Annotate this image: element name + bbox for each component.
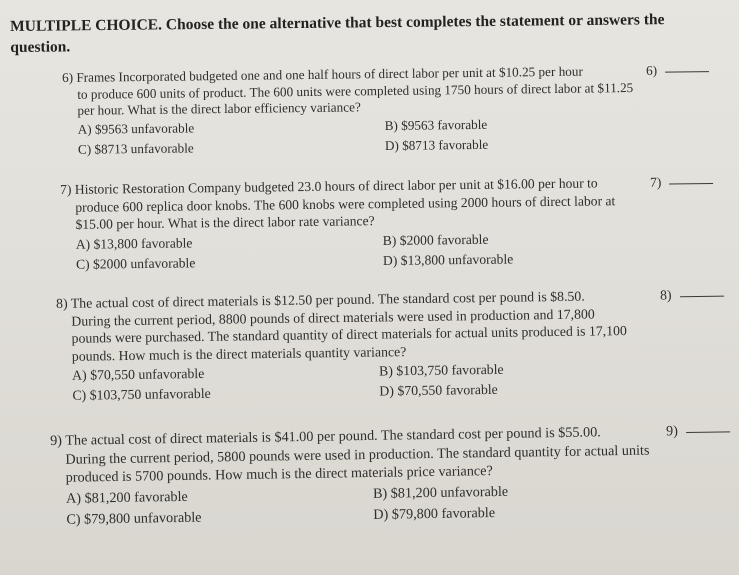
question-text-continuation: produce 600 replica door knobs. The 600 knobs were completed using 2000 hours of direct labor at $15.00 per hour. What is the direct labor rate variance? xyxy=(75,192,616,232)
question-stem xyxy=(50,422,666,487)
choice-d[interactable]: D) $70,550 favorable xyxy=(379,382,498,399)
answer-blank[interactable] xyxy=(680,296,724,298)
answer-number: 9) xyxy=(665,423,679,440)
choice-b[interactable]: B) $9563 favorable xyxy=(384,116,488,133)
choice-d[interactable]: D) $8713 favorable xyxy=(384,136,489,153)
answer-number: 7) xyxy=(649,174,662,190)
question-stem xyxy=(62,63,638,120)
question-6 xyxy=(62,62,658,162)
choice-c[interactable]: C) $79,800 unfavorable xyxy=(66,509,202,528)
choice-d[interactable]: D) $13,800 unfavorable xyxy=(382,250,514,268)
answer-choices xyxy=(63,114,638,161)
question-text-first-line: Frames Incorporated budgeted one and one half hours of direct labor per unit at $10.25 per hour xyxy=(76,63,583,85)
choice-c[interactable]: C) $8713 unfavorable xyxy=(77,139,194,157)
choice-b[interactable]: B) $103,750 favorable xyxy=(378,362,504,379)
choice-c[interactable]: C) $103,750 unfavorable xyxy=(72,386,211,404)
answer-choices xyxy=(61,228,651,275)
question-stem xyxy=(60,174,651,234)
question-number: 8) xyxy=(56,295,68,311)
question-text-continuation: During the current period, 8800 pounds of direct materials were used in production and 17,800 pounds were purchased. The standard quantity of direct materials for actual units produced is 17,100 pounds. How much is the direct materials quantity variance? xyxy=(71,306,627,364)
answer-blank[interactable] xyxy=(686,431,730,433)
instructions-heading: MULTIPLE CHOICE. Choose the one alternative that best completes the statement or answers the question. xyxy=(10,11,665,56)
choice-a[interactable]: A) $9563 unfavorable xyxy=(77,119,195,137)
choice-b[interactable]: B) $81,200 unfavorable xyxy=(372,483,509,502)
choice-d[interactable]: D) $79,800 favorable xyxy=(373,504,496,523)
answer-choices xyxy=(57,359,633,407)
answer-number: 6) xyxy=(645,62,658,78)
question-8 xyxy=(56,287,672,407)
choice-a[interactable]: A) $70,550 unfavorable xyxy=(72,366,205,384)
answer-choices xyxy=(51,480,667,534)
question-9 xyxy=(50,422,679,533)
question-text-continuation: During the current period, 5800 pounds were used in production. The standard quantity for actual units produced is 5700 pounds. How much is the direct materials price variance? xyxy=(65,442,650,486)
answer-slot xyxy=(650,173,714,191)
question-text-first-line: The actual cost of direct materials is $12.50 per pound. The standard cost per pound is $8.50. xyxy=(70,288,585,311)
choice-b[interactable]: B) $2000 favorable xyxy=(382,231,489,248)
choice-a[interactable]: A) $13,800 favorable xyxy=(75,234,193,252)
choice-c[interactable]: C) $2000 unfavorable xyxy=(75,254,196,272)
question-7 xyxy=(60,174,662,276)
answer-slot xyxy=(660,286,724,304)
choice-a[interactable]: A) $81,200 favorable xyxy=(65,488,188,507)
question-number: 7) xyxy=(60,181,72,197)
question-number: 6) xyxy=(62,69,74,85)
question-number: 9) xyxy=(50,432,63,449)
answer-slot xyxy=(646,62,709,79)
question-text-continuation: to produce 600 units of product. The 600 units were completed using 1750 hours of direct labor at $11.25 per hour. What is the direct labor efficiency variance? xyxy=(77,79,634,118)
question-text-first-line: Historic Restoration Company budgeted 23.0 hours of direct labor per unit at $16.00 per hour to xyxy=(74,175,598,197)
question-text-first-line: The actual cost of direct materials is $41.00 per pound. The standard cost per pound is $55.00. xyxy=(65,424,601,449)
answer-blank[interactable] xyxy=(669,183,713,185)
answer-slot xyxy=(666,421,730,441)
question-stem xyxy=(56,287,632,365)
answer-number: 8) xyxy=(659,287,672,303)
answer-blank[interactable] xyxy=(665,71,709,73)
